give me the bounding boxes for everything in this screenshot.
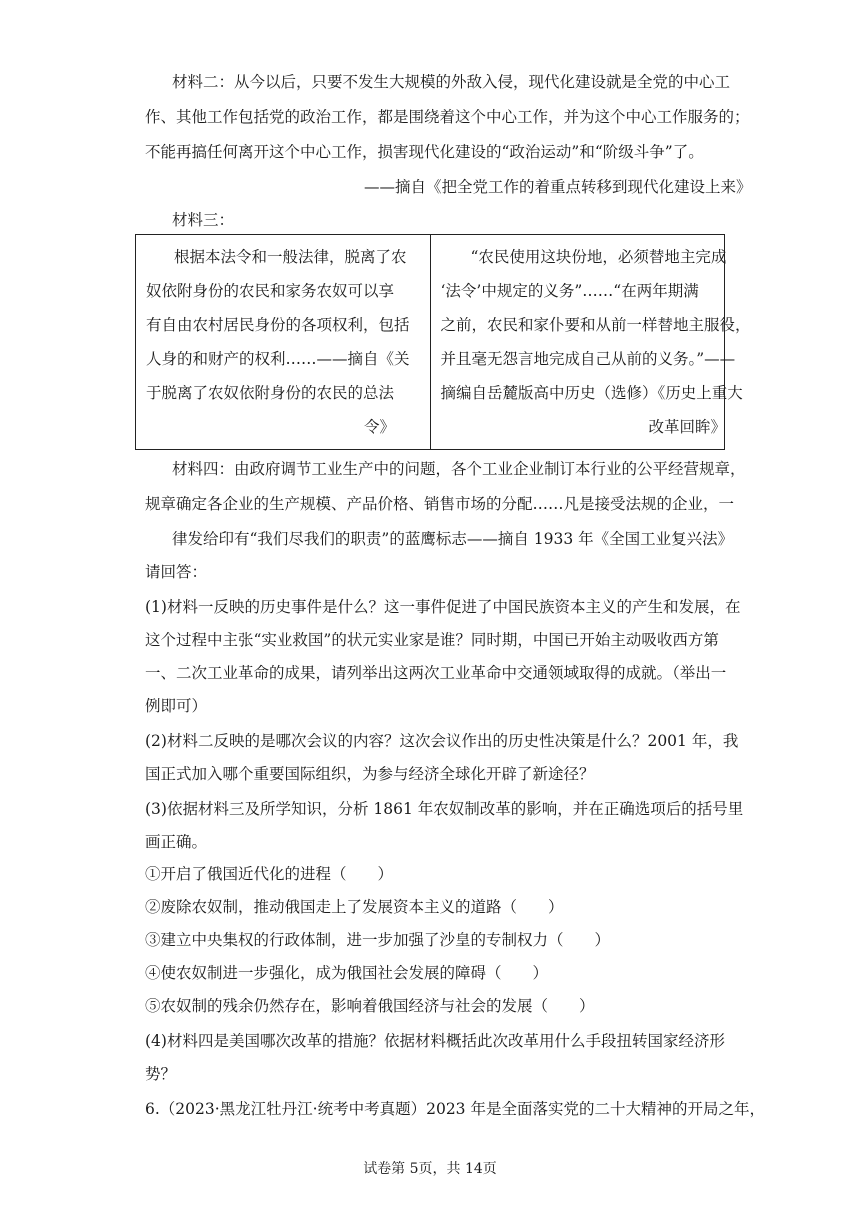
material3-right-line-2: ‘法令’中规定的义务”……“在两年期满	[440, 282, 699, 300]
option-5: ⑤农奴制的残余仍然存在，影响着俄国经济与社会的发展（ ）	[145, 997, 595, 1015]
material3-table	[135, 234, 751, 450]
material3-right-line-5: 摘编自岳麓版高中历史（选修）《历史上重大	[440, 384, 743, 402]
material3-left-line-5: 于脱离了农奴依附身份的农民的总法	[146, 384, 395, 402]
q3-line-2: 画正确。	[145, 833, 208, 851]
material3-right-line-6: 改革回眸》	[648, 418, 727, 436]
material2-line-1: 材料二：从今以后，只要不发生大规模的外敌入侵，现代化建设就是全党的中心工	[172, 73, 731, 91]
material3-right-line-3: 之前，农民和家仆要和从前一样替地主服役，	[440, 316, 751, 334]
q1-line-3: 一、二次工业革命的成果，请列举出这两次工业革命中交通领域取得的成就。（举出一	[145, 664, 727, 682]
option-1: ①开启了俄国近代化的进程（ ）	[145, 865, 394, 883]
material4-line-1: 材料四：由政府调节工业生产中的问题，各个工业企业制订本行业的公平经营规章，	[172, 460, 746, 478]
material3-left-line-4: 人身的和财产的权利……——摘自《关	[146, 350, 410, 368]
q2-line-2: 国正式加入哪个重要国际组织，为参与经济全球化开辟了新途径？	[145, 765, 595, 783]
material3-right-cell	[430, 235, 751, 450]
q2-line-1: (2)材料二反映的是哪次会议的内容？这次会议作出的历史性决策是什么？2001 年，我	[145, 732, 739, 750]
material2-line-3: 不能再搞任何离开这个中心工作，损害现代化建设的“政治运动”和“阶级斗争”了。	[145, 143, 704, 161]
material3-label: 材料三：	[172, 211, 235, 229]
material3-left-line-1: 根据本法令和一般法律，脱离了农	[174, 248, 407, 266]
material2-line-2: 作、其他工作包括党的政治工作，都是围绕着这个中心工作，并为这个中心工作服务的；	[145, 108, 750, 126]
material3-right-line-1: “农民使用这块份地，必须替地主完成	[470, 248, 727, 266]
material3-left-line-3: 有自由农村居民身份的各项权利，包括	[146, 316, 410, 334]
option-4: ④使农奴制进一步强化，成为俄国社会发展的障碍（ ）	[145, 964, 549, 982]
q1-line-1: (1)材料一反映的历史事件是什么？这一事件促进了中国民族资本主义的产生和发展，在	[145, 598, 741, 616]
option-2: ②废除农奴制，推动俄国走上了发展资本主义的道路（ ）	[145, 898, 564, 916]
q1-line-2: 这个过程中主张“实业救国”的状元实业家是谁？同时期，中国已开始主动吸收西方第	[145, 631, 719, 649]
material3-right-line-4: 并且毫无怨言地完成自己从前的义务。”——	[440, 350, 736, 368]
q6-line-1: 6.（2023·黑龙江牡丹江·统考中考真题）2023 年是全面落实党的二十大精神的开局之年，	[145, 1100, 765, 1118]
option-3: ③建立中央集权的行政体制，进一步加强了沙皇的专制权力（ ）	[145, 931, 611, 949]
material3-left-line-6: 令》	[364, 418, 396, 436]
q3-line-1: (3)依据材料三及所学知识，分析 1861 年农奴制改革的影响，并在正确选项后的括号里	[145, 800, 744, 818]
q4-line-1: (4)材料四是美国哪次改革的措施？依据材料概括此次改革用什么手段扭转国家经济形	[145, 1032, 725, 1050]
material2-source: ——摘自《把全党工作的着重点转移到现代化建设上来》	[364, 178, 752, 196]
material3-left-line-2: 奴依附身份的农民和家务农奴可以享	[146, 282, 395, 300]
q4-line-2: 势？	[145, 1065, 177, 1083]
material4-line-2: 规章确定各企业的生产规模、产品价格、销售市场的分配……凡是接受法规的企业，一	[145, 495, 735, 513]
answer-prompt: 请回答：	[145, 563, 208, 581]
page-footer: 试卷第 5页，共 14页	[363, 1161, 497, 1177]
q1-line-4: 例即可）	[145, 697, 208, 715]
material3-left-cell	[136, 235, 431, 450]
material4-line-3: 律发给印有“我们尽我们的职责”的蓝鹰标志——摘自 1933 年《全国工业复兴法》	[172, 530, 734, 548]
